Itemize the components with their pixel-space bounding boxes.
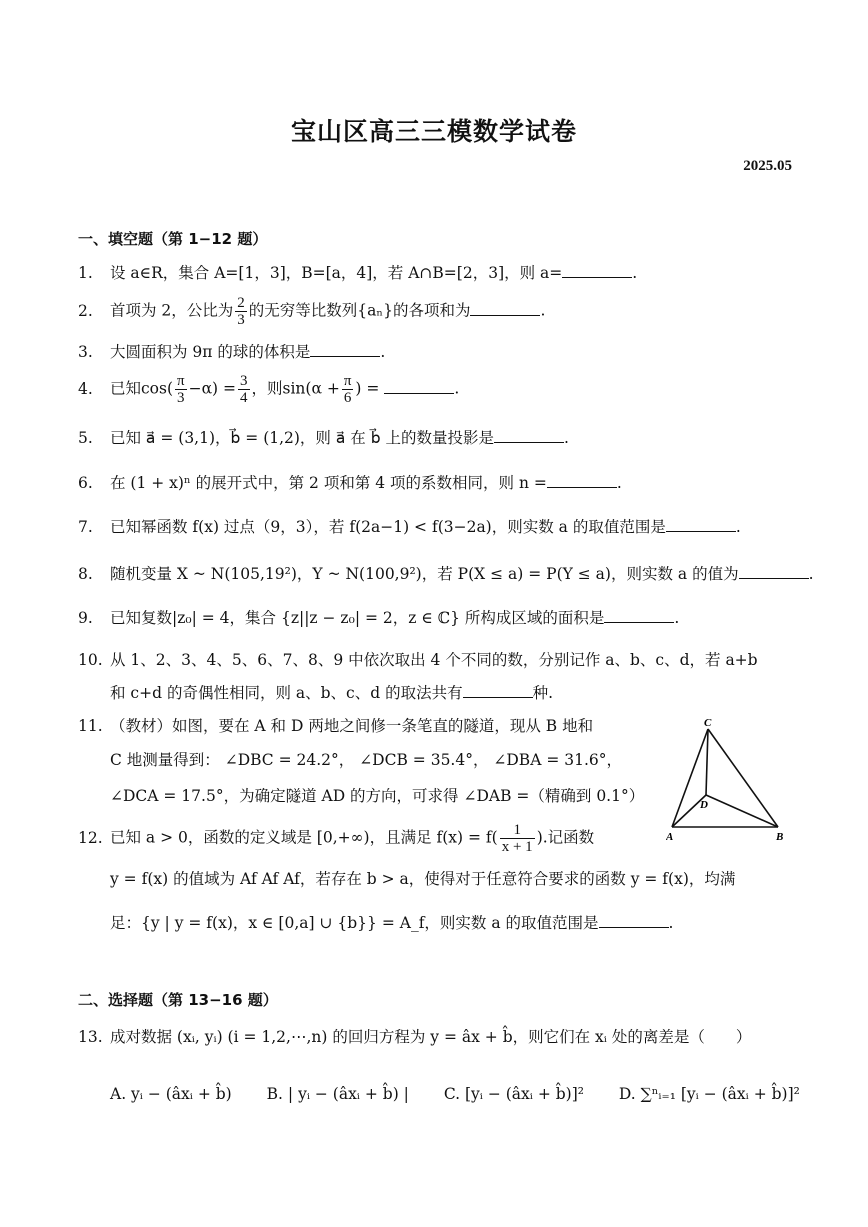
label-c: C <box>704 717 712 729</box>
denominator: 3 <box>237 312 245 328</box>
label-b: B <box>776 831 784 843</box>
question-end: . <box>454 379 460 398</box>
question-end: . <box>563 429 569 447</box>
question-text: 已知复数|z₀| = 4，集合 {z||z − z₀| = 2，z ∈ ℂ} 所构成区域的面积是 <box>110 609 605 627</box>
question-11-line2: C 地测量得到： ∠DBC = 24.2°， ∠DCB = 35.4°， ∠DBA = 31.6°， <box>110 751 622 769</box>
question-11-line3: ∠DCA = 17.5°，为确定隧道 AD 的方向，可求得 ∠DAB =（精确到 0.1°） <box>110 787 645 805</box>
answer-blank[interactable] <box>739 563 809 579</box>
fraction <box>500 822 535 855</box>
question-text: （教材）如图，要在 A 和 D 两地之间修一条笔直的隧道，现从 B 地和 <box>110 717 594 735</box>
question-number: 7. <box>78 518 93 536</box>
question-number: 3. <box>78 343 93 361</box>
question-1 <box>78 262 637 283</box>
question-6 <box>78 472 622 493</box>
question-5 <box>78 427 569 448</box>
question-number: 1. <box>78 264 93 282</box>
question-text: 设 a∈R，集合 A=[1，3]，B=[a，4]，若 A∩B=[2，3]，则 a= <box>110 264 563 282</box>
option-d[interactable]: D. ∑ⁿᵢ₌₁ [yᵢ − (âxᵢ + b̂)]² <box>618 1085 800 1103</box>
denominator: 3 <box>177 390 185 406</box>
question-number: 13. <box>78 1028 103 1046</box>
answer-blank[interactable] <box>463 682 533 698</box>
question-2 <box>78 295 545 328</box>
numerator: 2 <box>237 295 245 311</box>
label-d: D <box>700 799 708 811</box>
question-end: . <box>540 301 546 320</box>
question-end: . <box>632 264 638 282</box>
question-end: . <box>735 518 741 536</box>
question-text: 从 1、2、3、4、5、6、7、8、9 中依次取出 4 个不同的数，分别记作 a、b、c、d，若 a+b <box>110 651 758 669</box>
fraction <box>238 373 250 406</box>
fraction <box>235 295 247 328</box>
question-text: 大圆面积为 9π 的球的体积是 <box>110 343 311 361</box>
denominator: x + 1 <box>501 839 533 855</box>
question-text-end: ).记函数 <box>536 828 595 847</box>
triangle-figure <box>666 715 796 845</box>
answer-blank[interactable] <box>562 262 632 278</box>
answer-blank[interactable] <box>547 472 617 488</box>
question-end: . <box>808 565 814 583</box>
question-13 <box>78 1027 751 1047</box>
question-8 <box>78 563 814 584</box>
question-text-mid: ) = <box>355 379 380 398</box>
question-text: 和 c+d 的奇偶性相同，则 a、b、c、d 的取法共有 <box>110 684 463 702</box>
answer-blank[interactable] <box>604 607 674 623</box>
section-choice-heading: 二、选择题（第 13−16 题） <box>78 991 278 1009</box>
question-text: 已知幂函数 f(x) 过点（9，3），若 f(2a−1) < f(3−2a)，则实数 a 的取值范围是 <box>110 518 666 536</box>
answer-blank[interactable] <box>494 427 564 443</box>
question-13-options <box>110 1084 830 1104</box>
question-text: 首项为 2，公比为 <box>110 301 234 320</box>
denominator: 6 <box>343 390 352 406</box>
question-number: 12. <box>78 828 103 847</box>
answer-blank[interactable] <box>599 912 669 928</box>
question-text-mid: −α) = <box>188 379 237 398</box>
numerator: 3 <box>240 373 248 389</box>
question-text: 足：{y | y = f(x)，x ∈ [0,a] ∪ {b}} = A_f，则实数 a 的取值范围是 <box>110 914 599 932</box>
option-c[interactable]: C. [yᵢ − (âxᵢ + b̂)]² <box>443 1085 584 1103</box>
question-end: . <box>668 914 674 932</box>
answer-blank[interactable] <box>384 378 454 394</box>
question-text: 随机变量 X ~ N(105,19²)，Y ~ N(100,9²)，若 P(X ≤ a) = P(Y ≤ a)，则实数 a 的值为 <box>110 565 739 583</box>
question-number: 8. <box>78 565 93 583</box>
question-end: . <box>616 474 622 492</box>
option-a[interactable]: A. yᵢ − (âxᵢ + b̂) <box>110 1085 232 1103</box>
denominator: 4 <box>240 390 248 406</box>
question-12-line2: y = f(x) 的值域为 Af Af Af，若存在 b > a，使得对于任意符合要求的函数 y = f(x)，均满 <box>110 870 736 888</box>
question-4 <box>78 373 459 406</box>
exam-date: 2025.05 <box>743 158 792 174</box>
question-text: 成对数据 (xᵢ, yᵢ) (i = 1,2,⋯,n) 的回归方程为 y = âx + b̂，则它们在 xᵢ 处的离差是（ ） <box>110 1028 752 1046</box>
question-12-line3 <box>110 912 673 933</box>
question-number: 2. <box>78 301 93 320</box>
answer-blank[interactable] <box>666 516 736 532</box>
question-number: 9. <box>78 609 93 627</box>
question-text: 已知 a > 0，函数的定义域是 [0,+∞)，且满足 f(x) = f( <box>110 828 498 847</box>
answer-blank[interactable] <box>310 341 380 357</box>
question-number: 10. <box>78 651 103 669</box>
answer-blank[interactable] <box>470 300 540 316</box>
question-text: 已知 a⃗ = (3,1)，b⃗ = (1,2)，则 a⃗ 在 b⃗ 上的数量投影是 <box>110 429 494 447</box>
page-title: 宝山区高三三模数学试卷 <box>290 117 577 146</box>
question-9 <box>78 607 679 628</box>
question-end: . <box>674 609 680 627</box>
question-text-mid: ，则sin(α + <box>251 379 340 398</box>
label-a: A <box>666 831 674 843</box>
question-number: 4. <box>78 379 93 398</box>
question-text-mid: 的无穷等比数列{aₙ}的各项和为 <box>248 301 471 320</box>
question-10 <box>78 650 758 670</box>
fraction <box>342 373 354 406</box>
question-number: 5. <box>78 429 93 447</box>
question-end: 种. <box>532 684 554 702</box>
question-text: 已知cos( <box>110 379 174 398</box>
question-text: 在 (1 + x)ⁿ 的展开式中，第 2 项和第 4 项的系数相同，则 n = <box>110 474 547 492</box>
numerator: π <box>177 373 185 389</box>
option-b[interactable]: B. | yᵢ − (âxᵢ + b̂) | <box>266 1085 409 1103</box>
edge-cd <box>706 729 708 795</box>
question-number: 11. <box>78 717 103 735</box>
question-7 <box>78 516 741 537</box>
question-10-line2 <box>110 682 553 703</box>
numerator: 1 <box>500 822 535 839</box>
question-end: . <box>380 343 386 361</box>
question-3 <box>78 341 385 362</box>
numerator: π <box>343 373 352 389</box>
fraction <box>175 373 187 406</box>
section-fill-in-heading: 一、填空题（第 1−12 题） <box>78 230 268 248</box>
question-12 <box>78 822 594 855</box>
edge-ca <box>672 729 708 827</box>
question-number: 6. <box>78 474 93 492</box>
question-11 <box>78 716 593 736</box>
